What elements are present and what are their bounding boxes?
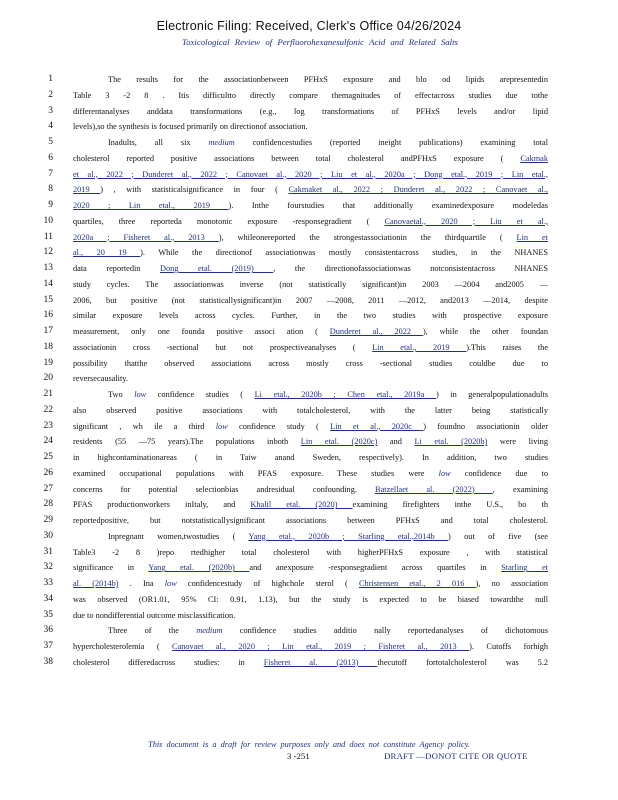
text-line [36,198,548,214]
line-number: 17 [43,326,53,336]
line-text [108,623,548,639]
citation-link[interactable]: et al., 2022 ; Dunderet al., 2022 ; Canovaet al., 2020 ; Liu et al., 2020a ; Dong etal., 2019 ; Lin etal., [73,169,548,179]
line-number: 13 [43,263,53,273]
citation-link[interactable]: 2020 ; Lin etal., 2019 [73,201,229,210]
line-number: 27 [43,483,53,494]
line-number: 18 [43,341,53,352]
text-run: were living [487,437,548,447]
line-text [73,655,548,671]
text-run: significance in [73,563,149,573]
text-run: confidencestudy of highchole sterol ( [176,579,360,588]
text-run: confidence studies ( [146,390,255,399]
text-line [36,135,548,151]
line-text [108,387,548,403]
line-number: 24 [43,436,53,447]
text-run: significant , wh ile a third [73,421,216,431]
text-run: examining firefighters inthe U.S., bo th [352,500,548,510]
line-number: 29 [43,515,53,525]
text-run: , the directionofassociationwas notconsistentacross NHANES [273,264,548,273]
text-run: cholesterol reported positive associations between total cholesterol andPFHxS exposure ( [73,153,521,163]
text-run: ). Cutoffs forhigh [469,642,548,651]
text-line [36,545,548,561]
text-run: associationin cross -sectional but not prospectiveanalyses ( [73,342,373,352]
text-line [36,639,548,655]
text-line [36,214,548,230]
line-text [73,151,548,167]
line-text [73,167,548,183]
text-line [36,119,548,135]
text-run: reversecausality. [73,374,128,384]
citation-link[interactable]: Li etal. (2020b) [414,437,488,447]
line-text [108,135,548,151]
text-run: hypercholesterolemia ( [73,642,173,651]
citation-link[interactable]: Lin et al., 2020c [330,421,424,431]
citation-link[interactable]: 2019 [73,185,101,195]
line-text [73,497,548,513]
document-body [36,72,548,671]
line-number: 4 [48,121,53,132]
line-number: 34 [43,593,53,604]
citation-link[interactable]: Canovaet al., 2020 ; Lin etal., 2019 ; Fisheret al., 2013 [172,642,470,651]
line-number: 38 [43,656,53,667]
text-run: Three of the [108,626,197,636]
citation-link[interactable]: Lin etal. (2020c) [300,437,378,447]
text-run: residents (55 —75 years).The populations inboth [73,437,301,447]
text-run: thecutoff fortotalcholesterol was 5.2 [377,657,548,667]
text-run: was observed (OR1.01, 95% CI: 0.91, 1.13), but the study is expected to be biased towardthe null [73,594,548,604]
text-line [36,72,548,88]
text-line [36,245,548,261]
citation-link[interactable]: 2020a ; Fisheret al., 2013 [73,232,219,242]
text-line [36,308,548,324]
citation-link[interactable]: Canovaetal., 2020 ; Liu et al., [384,216,548,226]
line-number: 14 [43,278,53,289]
citation-link[interactable]: al., 20 19 [73,248,141,258]
line-text [73,560,548,576]
line-text [73,340,548,356]
text-run: ). While the directionof associationwas mostly consistentacross studies, in the NHANES [140,248,548,258]
text-run: ), whileonereported the strongestassociationin the thirdquartile ( [218,232,517,242]
citation-link[interactable]: Fisheret al. (2013) [263,657,378,667]
line-text [73,482,548,498]
line-number: 16 [43,310,53,321]
page-number: 3 -251 [287,751,310,761]
text-run: in highcontaminationareas ( in Taiw anand Sweden, respectively). In addition, two studies [73,453,548,462]
text-run: ) , with statisticalsignificance in four ( [100,185,289,195]
line-text [73,214,548,230]
line-text [73,592,548,608]
text-line [36,387,548,403]
citation-link[interactable]: Christensen etal., 2 016 [359,579,476,588]
text-line [36,324,548,340]
citation-link[interactable]: Cakmak [520,153,548,163]
citation-link[interactable]: Khalil etal. (2020) [250,500,353,510]
line-number: 9 [48,200,53,210]
text-run: concerns for potential selectionbias andresidual confounding. [73,484,376,494]
citation-link[interactable]: Dunderet al., 2022 [329,327,423,336]
line-text [73,403,548,419]
line-number: 25 [43,452,53,462]
text-line [36,497,548,513]
line-number: 26 [43,467,53,478]
text-run: The results for the associationbetween PFHxS exposure and blo od lipids arepresentedin [108,75,548,84]
text-line [36,88,548,104]
draft-notice: DRAFT —DONOT CITE OR QUOTE [384,751,528,761]
document-title: Toxicological Review of Perfluorohexanesulfonic Acid and Related Salts [182,37,458,47]
line-text [73,230,548,246]
text-line [36,419,548,435]
text-run: cholesterol differedacross studies: in [73,657,264,667]
text-run: PFAS productionworkers inItaly, and [73,500,251,510]
line-number: 10 [43,215,53,226]
line-text [73,419,548,435]
text-run: ) in generalpopulationadults [435,390,548,399]
text-line [36,293,548,309]
citation-link[interactable]: Yang etal., 2020b ; Starling etal.,2014b [248,531,449,541]
line-text [73,293,548,309]
line-number: 7 [48,168,53,179]
text-line [36,592,548,608]
text-run: differentanalyses anddata transformations (e.g., log transformations of PFHxS levels and/or lipid [73,106,548,116]
text-line [36,560,548,576]
text-line [36,403,548,419]
text-run: ), no association [475,579,548,588]
text-run: Two [108,390,135,399]
text-run: confidence studies additio nally reportedanalyses of dichotomous [222,626,548,636]
citation-link[interactable]: Lin etal., 2019 [372,342,467,352]
line-number: 15 [43,294,53,305]
text-run: Inpregnant women,twostudies ( [108,531,249,541]
text-run: and anexposure -responsegradient across quartiles in [249,563,502,573]
line-number: 35 [43,609,53,620]
text-run: similar exposure levels across cycles. Further, in the two studies with prospective exposure [73,311,548,321]
text-run: confidence study ( [227,421,331,431]
line-text [73,356,548,372]
line-number: 11 [43,231,53,242]
confidence-term: medium [208,138,235,147]
citation-link[interactable]: Cakmaket al., 2022 ; Dunderet al., 2022 ; Canovaet al., [288,185,548,195]
text-run: reportedpositive, but notstatisticallysignificant associations between PFHxS and total cholesterol. [73,516,548,525]
text-run: Inadults, all six [108,138,209,147]
line-text [73,261,548,277]
confidence-term: medium [196,626,223,636]
text-run: measurement, only one founda positive associ ation ( [73,327,330,336]
line-number: 32 [43,562,53,573]
line-number: 23 [43,420,53,431]
citation-link[interactable]: al. (2014b) [73,579,119,588]
text-line [36,167,548,183]
text-run: Table 3 -2 8 . Itis difficultto directly compare themagnitudes of effectacross studies due tothe [73,90,548,100]
text-line [36,513,548,529]
line-text [73,576,548,592]
text-run: ). Inthe fourstudies that additionally examinedexposure modeledas [228,201,548,210]
text-line [36,230,548,246]
text-run: also observed positive associations with totalcholesterol, with the latter being statistically [73,405,548,415]
line-text [73,182,548,198]
line-text [73,104,548,120]
citation-link[interactable]: Lin et [516,232,548,242]
line-number: 6 [48,152,53,163]
line-text [73,608,548,624]
text-run: , examining [492,484,548,494]
text-run: ).This raises the [466,342,548,352]
line-number: 19 [43,357,53,368]
line-number: 8 [48,184,53,195]
text-run: examined occupational populations with PFAS exposure. These studies were [73,468,439,478]
text-line [36,151,548,167]
line-text [73,88,548,104]
text-line [36,655,548,671]
line-number: 21 [43,389,53,399]
text-line [36,104,548,120]
line-text [73,450,548,466]
text-run: . Ina [118,579,165,588]
text-line [36,576,548,592]
line-text [73,198,548,214]
text-run: ) foundno associationin older [423,421,548,431]
confidence-term: low [164,579,177,588]
text-run: confidencestudies (reported ineight publications) examining total [234,138,548,147]
line-text [73,466,548,482]
confidence-term: low [438,468,451,478]
text-run: data reportedin [73,264,161,273]
text-run: quartiles, three reporteda monotonic exposure -responsegradient ( [73,216,385,226]
citation-link[interactable]: Starling et [501,563,548,573]
text-line [36,608,548,624]
line-text [73,513,548,529]
citation-link[interactable]: Dong etal. (2019) [160,264,274,273]
filing-stamp: Electronic Filing: Received, Clerk's Office 04/26/2024 [156,19,462,33]
text-line [36,340,548,356]
citation-link[interactable]: Batzellaet al. (2022) [375,484,493,494]
line-text [108,72,548,88]
text-line [36,466,548,482]
text-line [36,482,548,498]
line-number: 12 [43,247,53,258]
text-run: confidence due to [450,468,548,478]
line-text [73,371,548,387]
text-run: possibility thatthe observed associations across mostly cross -sectional studies couldbe due to [73,358,548,368]
text-line [36,434,548,450]
text-line [36,261,548,277]
text-line [36,356,548,372]
text-run: study cycles. The associationwas inverse (not statistically significant)in 2003 —2004 and2005 — [73,279,548,289]
line-number: 3 [48,105,53,116]
text-line [36,529,548,545]
citation-link[interactable]: Yang etal. (2020b) [148,563,250,573]
text-run: Table3 -2 8 )repo rtedhigher total cholesterol with higherPFHxS exposure , with statistical [73,547,548,557]
line-text [73,324,548,340]
line-text [108,529,548,545]
text-run: levels),so the synthesis is focused primarily on directionof association. [73,122,308,132]
text-line [36,182,548,198]
line-number: 22 [43,404,53,415]
text-line [36,371,548,387]
line-number: 30 [43,530,53,541]
line-number: 1 [48,74,53,84]
line-number: 5 [48,137,53,147]
line-text [73,639,548,655]
line-text [73,308,548,324]
text-line [36,623,548,639]
text-run: 2006, but positive (not statisticallysignificant)in 2007 —2008, 2011 —2012, and2013 —2014, despite [73,295,548,305]
confidence-term: low [134,390,147,399]
text-run: due to nondifferential outcome misclassification. [73,610,236,620]
line-number: 36 [43,625,53,636]
text-run: ) out of five (see [448,531,548,541]
text-run: and [377,437,415,447]
text-run: ), while the other foundan [422,327,548,336]
line-text [73,434,548,450]
confidence-term: low [215,421,228,431]
line-number: 20 [43,373,53,384]
footer-disclaimer: This document is a draft for review purposes only and does not constitute Agency policy. [148,740,470,749]
line-number: 33 [43,578,53,588]
citation-link[interactable]: Li etal., 2020b ; Chen etal., 2019a [254,390,436,399]
text-line [36,277,548,293]
line-number: 2 [48,89,53,100]
line-text [73,277,548,293]
line-text [73,245,548,261]
line-number: 28 [43,499,53,510]
line-number: 37 [43,641,53,651]
line-text [73,119,548,135]
text-line [36,450,548,466]
line-text [73,545,548,561]
line-number: 31 [43,546,53,557]
